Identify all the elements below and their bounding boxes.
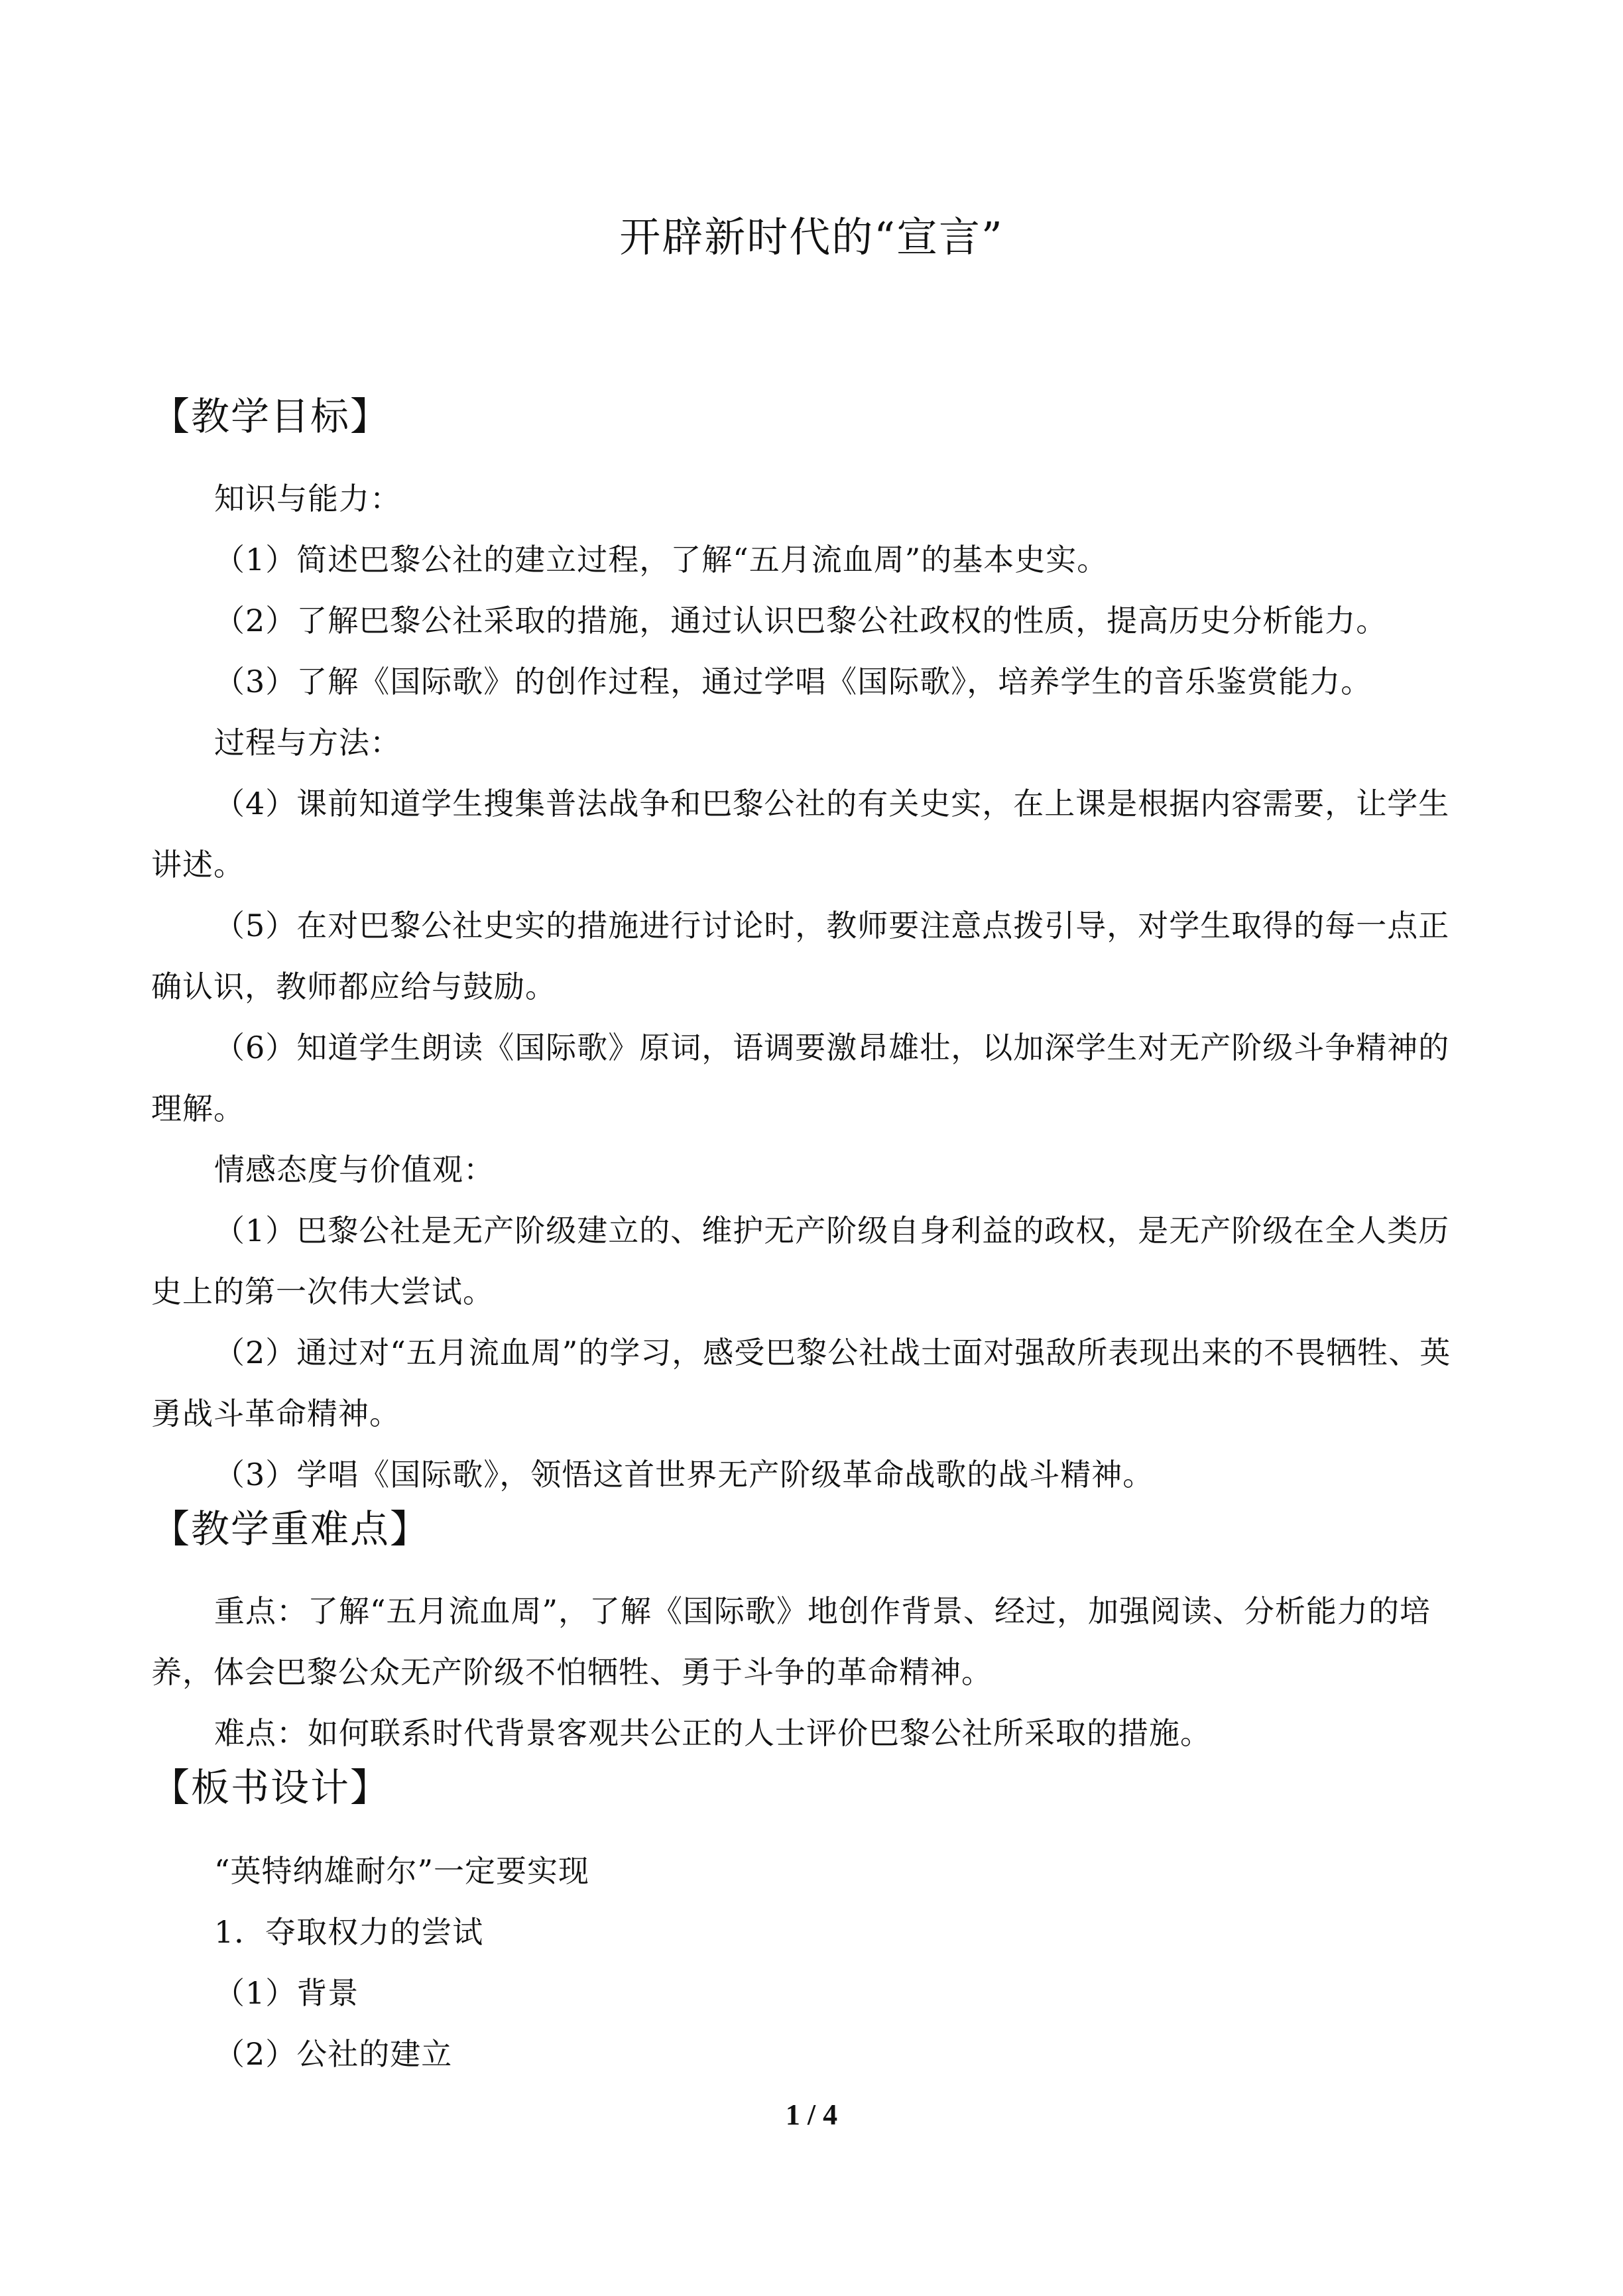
process-label: 过程与方法： [214,725,401,760]
knowledge-label: 知识与能力： [214,481,401,516]
objective-item: （2）了解巴黎公社采取的措施，通过认识巴黎公社政权的性质，提高历史分析能力。 [214,603,1388,638]
section-heading-objectives: 【教学目标】 [151,394,391,439]
objective-item: （1）简述巴黎公社的建立过程，了解“五月流血周”的基本史实。 [214,542,1109,577]
objective-item: （1）巴黎公社是无产阶级建立的、维护无产阶级自身利益的政权，是无产阶级在全人类历史上的第一次伟大尝试。 [151,1213,1450,1309]
objective-item: （2）通过对“五月流血周”的学习，感受巴黎公社战士面对强敌所表现出来的不畏牺牲、英勇战斗革命精神。 [151,1335,1451,1431]
board-line: （2）公社的建立 [214,2036,453,2072]
board-line: 1．夺取权力的尝试 [214,1914,484,1950]
objective-item: （3）学唱《国际歌》，领悟这首世界无产阶级革命战歌的战斗精神。 [214,1457,1154,1492]
page-number: 1 / 4 [785,2098,838,2131]
emotion-label: 情感态度与价值观： [214,1152,495,1187]
focus-paragraph: 重点：了解“五月流血周”，了解《国际歌》地创作背景、经过，加强阅读、分析能力的培养，体会巴黎公众无产阶级不怕牺牲、勇于斗争的革命精神。 [151,1593,1431,1690]
objective-item: （6）知道学生朗读《国际歌》原词，语调要激昂雄壮，以加深学生对无产阶级斗争精神的理解。 [151,1030,1450,1126]
objective-item: （4）课前知道学生搜集普法战争和巴黎公社的有关史实，在上课是根据内容需要，让学生讲述。 [151,786,1450,882]
section-heading-key-points: 【教学重难点】 [151,1506,430,1551]
objective-item: （3）了解《国际歌》的创作过程，通过学唱《国际歌》，培养学生的音乐鉴赏能力。 [214,664,1372,699]
document-title: 开辟新时代的“宣言” [619,213,1004,261]
section-heading-board-design: 【板书设计】 [151,1765,391,1810]
board-line: （1）背景 [214,1975,359,2011]
objective-item: （5）在对巴黎公社史实的措施进行讨论时，教师要注意点拨引导，对学生取得的每一点正确认识，教师都应给与鼓励。 [151,908,1450,1004]
board-line: “英特纳雄耐尔”一定要实现 [214,1853,590,1889]
difficulty-paragraph: 难点：如何联系时代背景客观共公正的人士评价巴黎公社所采取的措施。 [214,1715,1211,1751]
